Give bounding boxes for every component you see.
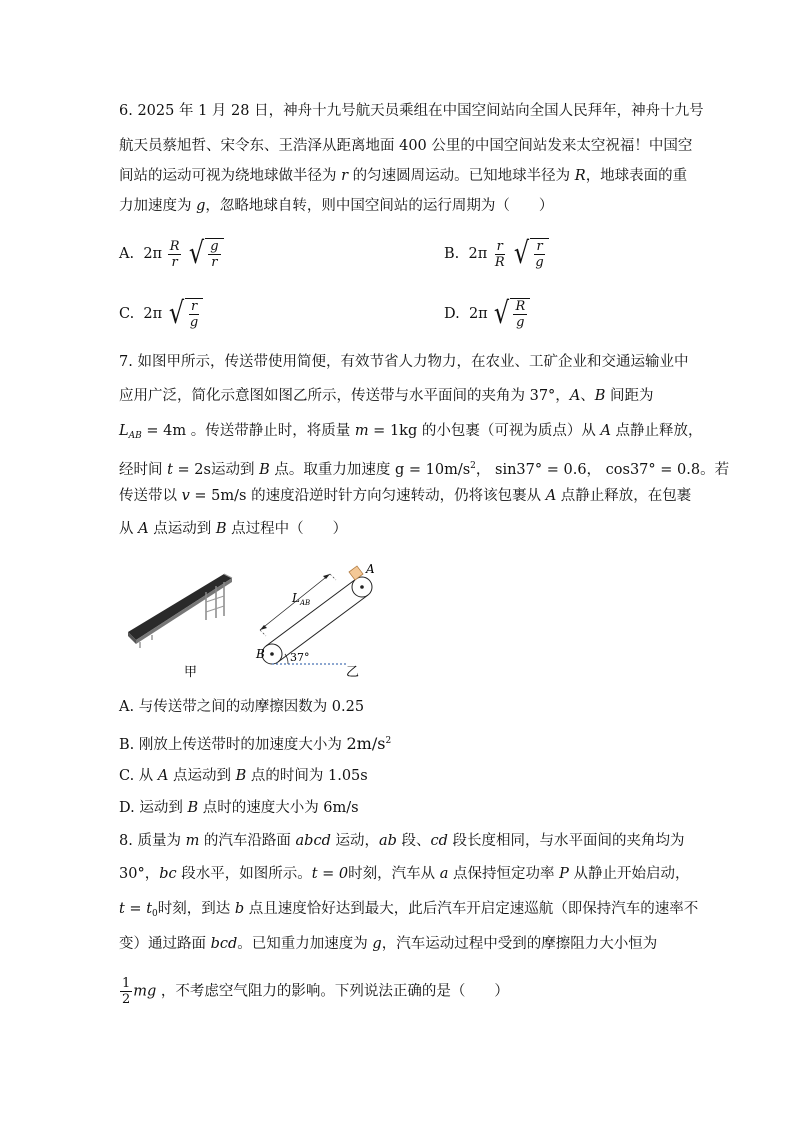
q7-line2: 应用广泛，简化示意图如图乙所示，传送带与水平面间的夹角为 37°，A、B 间距为 — [119, 388, 654, 404]
label-angle: 37° — [290, 651, 310, 664]
q6-line2: 航天员蔡旭哲、宋令东、王浩泽从距离地面 400 公里的中国空间站发来太空祝福！中国空 — [119, 138, 693, 154]
q7-option-c: C. 从 A 点运动到 B 点的时间为 1.05s — [119, 768, 368, 784]
q8-line5: $\frac{1}{2}$ mg ，不考虑空气阻力的影响。下列说法正确的是（ ） — [122, 976, 509, 1007]
q8-line2: 30°，bc 段水平，如图所示。t = 0时刻，汽车从 a 点保持恒定功率 P 从静止开始启动， — [119, 866, 690, 882]
label-yi: 乙 — [346, 665, 360, 680]
q7-line5: 传送带以 v = 5m/s 的速度沿逆时针方向匀速转动，仍将该包裹从 A 点静止释放，在包裹 — [119, 488, 692, 504]
q6-option-a: A. 2π $\frac{R}{r}$ √ $\frac{g}{r}$ — [119, 238, 224, 270]
conveyor-schematic — [260, 574, 372, 664]
label-jia: 甲 — [184, 665, 198, 680]
half-fraction: $\frac{1}{2}$ — [122, 976, 131, 1007]
q6-option-c: C. 2π √ $\frac{r}{g}$ — [119, 298, 203, 330]
conveyor-photo — [128, 574, 232, 648]
q6-option-d: D. 2π √ $\frac{R}{g}$ — [444, 298, 530, 330]
q7-option-a: A. 与传送带之间的动摩擦因数为 0.25 — [119, 699, 365, 715]
label-lab: $L_{AB}$ — [292, 591, 311, 607]
q7-figure — [120, 560, 420, 685]
q7-line4: 经时间 t = 2s运动到 B 点。取重力加速度 $g = 10m/s^2$， sin37° = 0.6， cos37° = 0.8。若 — [119, 461, 730, 478]
q7-option-b: B. 刚放上传送带时的加速度大小为 $2m/s^2$ — [119, 734, 392, 753]
label-a: A — [366, 562, 375, 576]
q6-line4: 力加速度为 g，忽略地球自转，则中国空间站的运行周期为（ ） — [119, 198, 554, 214]
q8-line4: 变）通过路面 bcd。已知重力加速度为 g，汽车运动过程中受到的摩擦阻力大小恒为 — [119, 936, 658, 952]
q7-line1: 7. 如图甲所示，传送带使用简便，有效节省人力物力，在农业、工矿企业和交通运输业中 — [119, 354, 689, 370]
q7-option-d: D. 运动到 B 点时的速度大小为 6m/s — [119, 800, 359, 816]
package — [349, 566, 363, 580]
q6-line3: 间站的运动可视为绕地球做半径为 r 的匀速圆周运动。已知地球半径为 R，地球表面的重 — [119, 168, 688, 184]
q6-option-b: B. 2π $\frac{r}{R}$ √ $\frac{r}{g}$ — [444, 238, 549, 270]
q6-line1: 6. 2025 年 1 月 28 日，神舟十九号航天员乘组在中国空间站向全国人民拜年，神舟十九号 — [119, 103, 704, 119]
label-b: B — [256, 647, 265, 661]
q8-line1: 8. 质量为 m 的汽车沿路面 abcd 运动，ab 段、cd 段长度相同，与水平面间的夹角均为 — [119, 833, 685, 849]
q7-line3: $L_{AB} = 4m$ 。传送带静止时，将质量 m = 1kg 的小包裹（可视为质点）从 A 点静止释放， — [119, 423, 703, 441]
q7-line6: 从 A 点运动到 B 点过程中（ ） — [119, 521, 348, 537]
q8-line3: $t = t_0$时刻，到达 b 点且速度恰好达到最大，此后汽车开启定速巡航（即保持汽车的速率不 — [119, 901, 699, 919]
